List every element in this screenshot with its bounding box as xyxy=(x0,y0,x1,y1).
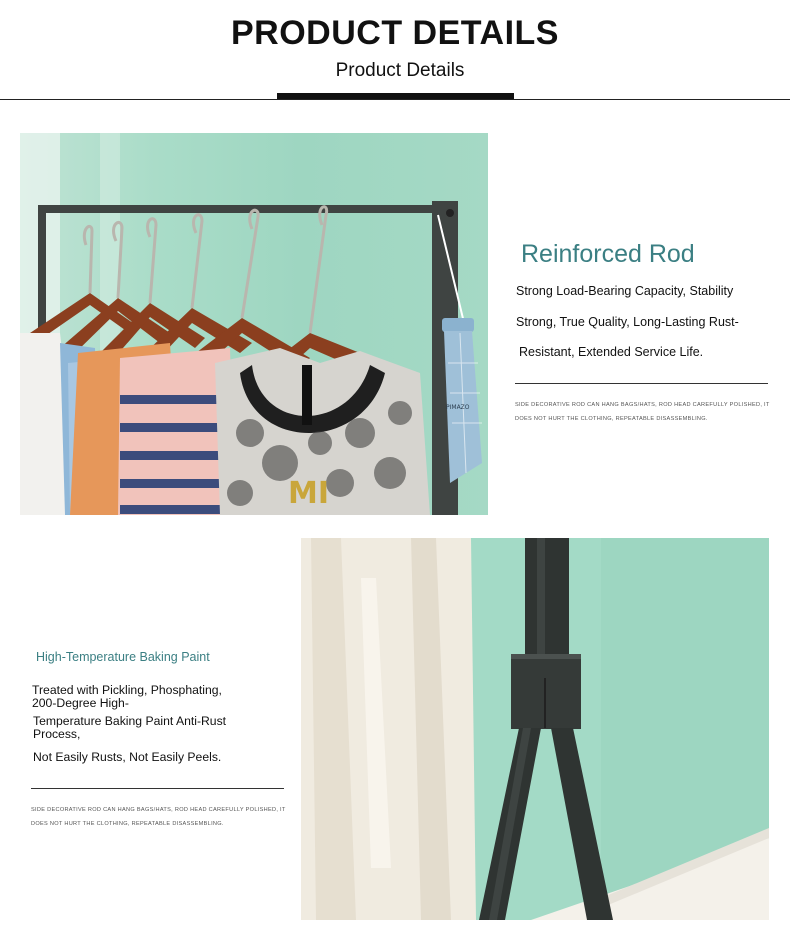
page-title: PRODUCT DETAILS xyxy=(231,14,559,52)
section2-body-line-2: 200-Degree High- xyxy=(32,696,129,710)
product-photo-clothes-rack xyxy=(20,133,488,515)
header-accent-bar xyxy=(277,93,514,99)
umbrella-label: PIMAZO xyxy=(446,404,470,411)
section1-body-line-1: Strong Load-Bearing Capacity, Stability xyxy=(516,284,734,298)
section2-body-line-5: Not Easily Rusts, Not Easily Peels. xyxy=(33,750,222,764)
product-photo-rack-base xyxy=(301,538,769,920)
section1-fine-print-1: SIDE DECORATIVE ROD CAN HANG BAGS/HATS, ROD HEAD CAREFULLY POLISHED, IT xyxy=(515,402,770,408)
section2-fine-print-1: SIDE DECORATIVE ROD CAN HANG BAGS/HATS, ROD HEAD CAREFULLY POLISHED, IT xyxy=(31,807,286,813)
section2-title: High-Temperature Baking Paint xyxy=(36,650,210,664)
rack-top-bar xyxy=(38,205,458,213)
section2-body-line-3: Temperature Baking Paint Anti-Rust xyxy=(33,714,227,728)
section2-divider xyxy=(31,788,284,789)
shirt-print: MI xyxy=(288,476,330,511)
page-subtitle: Product Details xyxy=(335,60,465,81)
section1-title: Reinforced Rod xyxy=(521,240,695,268)
section2-body-line-4: Process, xyxy=(33,727,81,741)
section2-body-line-1: Treated with Pickling, Phosphating, xyxy=(32,683,222,697)
section2-fine-print-2: DOES NOT HURT THE CLOTHING, REPEATABLE DISASSEMBLING. xyxy=(31,821,224,827)
section1-body-line-3: Resistant, Extended Service Life. xyxy=(519,345,704,359)
section1-fine-print-2: DOES NOT HURT THE CLOTHING, REPEATABLE DISASSEMBLING. xyxy=(515,416,708,422)
header-divider xyxy=(0,99,790,100)
section1-body-line-2: Strong, True Quality, Long-Lasting Rust- xyxy=(516,315,739,329)
section1-divider xyxy=(515,383,768,384)
